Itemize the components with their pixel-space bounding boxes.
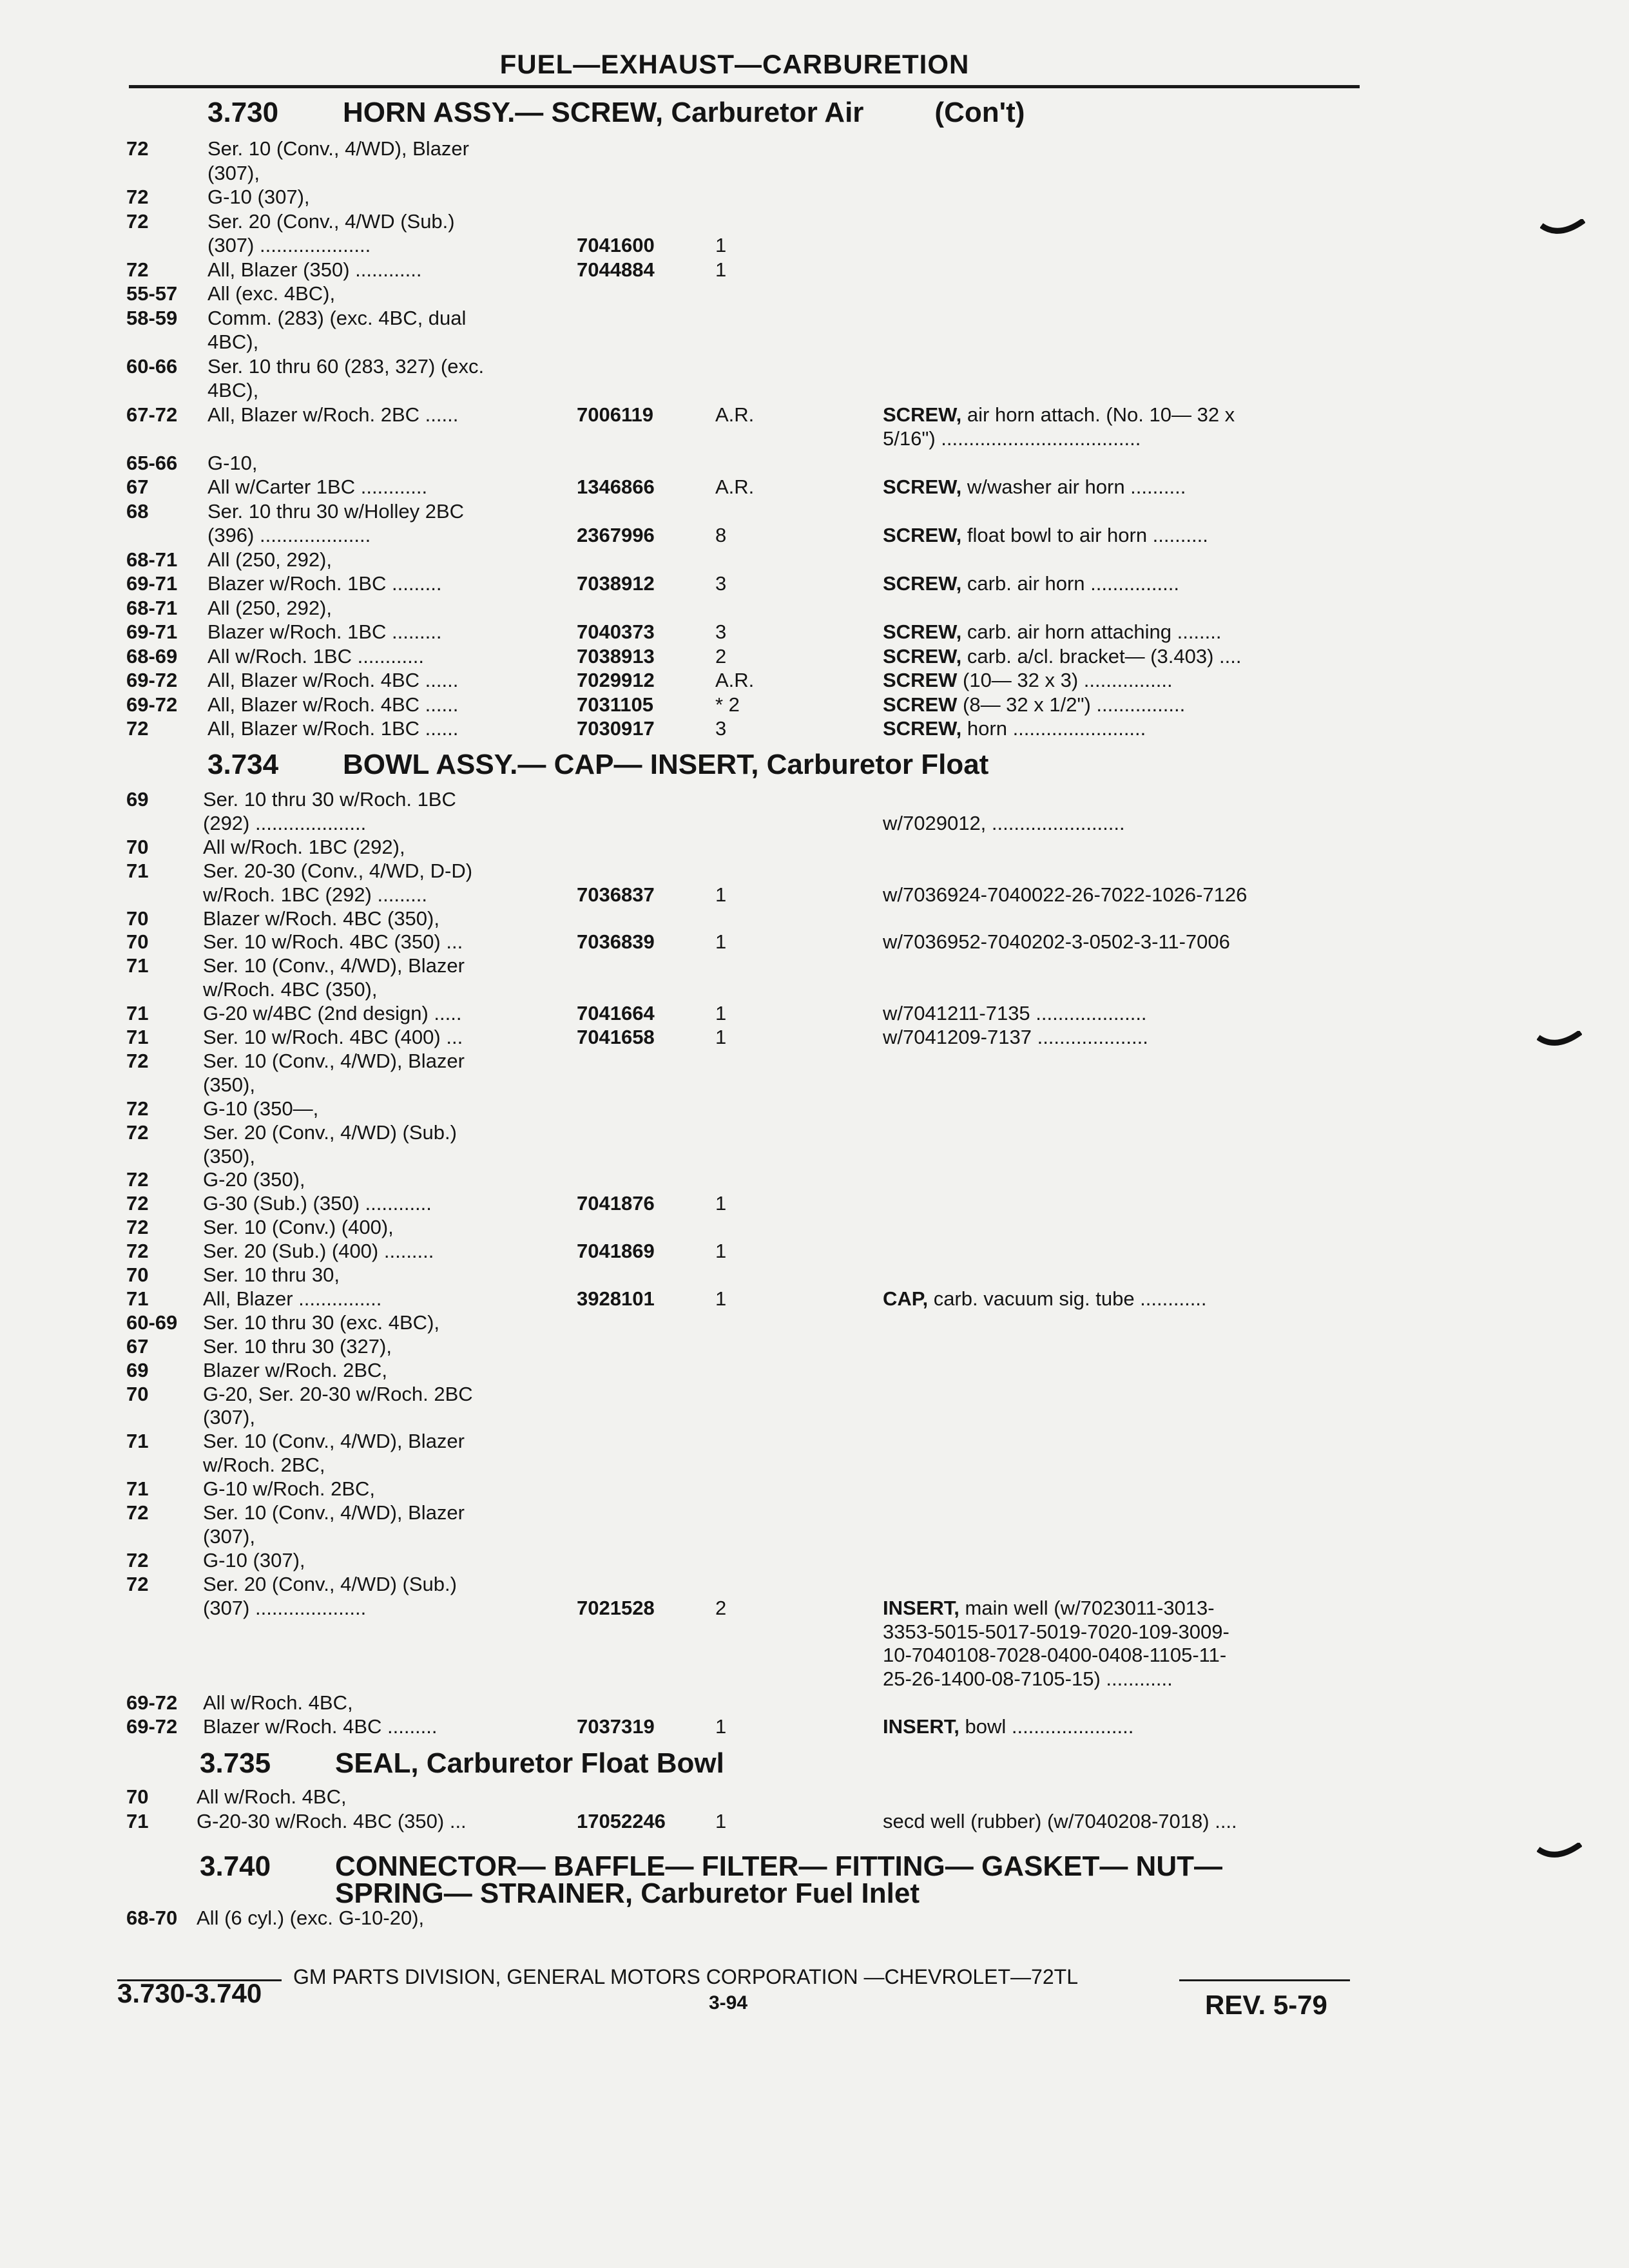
part-description xyxy=(883,668,1173,693)
part-description xyxy=(883,644,1241,669)
application-description: All (6 cyl.) (exc. G-10-20), xyxy=(197,1907,425,1929)
model-year: 70 xyxy=(126,1264,149,1286)
part-description xyxy=(883,1025,1148,1050)
model-year: 72 xyxy=(126,1192,149,1215)
part-number: 7041876 xyxy=(577,1192,655,1215)
model-year: 72 xyxy=(126,209,149,233)
part-number: 2367996 xyxy=(577,524,655,546)
quantity: 1 xyxy=(715,234,727,256)
page-header-title: FUEL—EXHAUST—CARBURETION xyxy=(499,49,970,79)
model-year: 67-72 xyxy=(126,403,178,426)
application-description: Ser. 10 (Conv., 4/WD), Blazer xyxy=(203,1049,465,1072)
part-number: 7038912 xyxy=(577,572,655,595)
part-name: SCREW xyxy=(883,669,958,691)
application-description: w/Roch. 1BC (292) ......... xyxy=(203,883,428,906)
part-detail: (8— 32 x 1/2") ................ xyxy=(957,693,1186,716)
part-description xyxy=(883,716,1146,741)
application-description: Ser. 20 (Conv., 4/WD) (Sub.) xyxy=(203,1572,457,1595)
section-number: 3.735 xyxy=(200,1747,271,1779)
application-description: G-10 (307), xyxy=(207,186,310,208)
part-name: SCREW, xyxy=(883,403,962,426)
footer-revision: REV. 5-79 xyxy=(1205,1990,1327,2020)
quantity: 3 xyxy=(715,572,727,595)
section-continued: (Con't) xyxy=(934,97,1025,128)
model-year: 68 xyxy=(126,499,149,523)
model-year: 70 xyxy=(126,835,149,858)
part-detail: carb. air horn attaching ........ xyxy=(961,620,1222,643)
section-title: SEAL, Carburetor Float Bowl xyxy=(335,1747,724,1779)
section-heading-3734 xyxy=(207,749,988,781)
part-number: 7041600 xyxy=(577,234,655,256)
part-detail: w/washer air horn .......... xyxy=(961,476,1186,498)
application-description: (307), xyxy=(203,1406,255,1429)
application-description: Ser. 20-30 (Conv., 4/WD, D-D) xyxy=(203,859,473,882)
application-description: G-10, xyxy=(207,451,258,474)
application-description: Ser. 20 (Conv., 4/WD (Sub.) xyxy=(207,209,455,233)
part-detail: float bowl to air horn .......... xyxy=(961,524,1208,546)
part-detail: 5/16") .................................... xyxy=(883,427,1141,450)
part-detail: w/7036952-7040202-3-0502-3-11-7006 xyxy=(883,930,1230,954)
part-number: 1346866 xyxy=(577,476,655,498)
part-description xyxy=(883,1620,1229,1644)
application-description: (307), xyxy=(207,161,260,184)
quantity: 3 xyxy=(715,620,727,643)
application-description: Blazer w/Roch. 1BC ......... xyxy=(207,572,442,595)
model-year: 69-72 xyxy=(126,693,178,716)
part-number: 7044884 xyxy=(577,258,655,281)
application-description: Ser. 10 (Conv., 4/WD), Blazer xyxy=(203,1430,465,1453)
part-detail: w/7036924-7040022-26-7022-1026-7126 xyxy=(883,883,1248,906)
part-detail: 25-26-1400-08-7105-15) ............ xyxy=(883,1667,1173,1691)
part-number: 7029912 xyxy=(577,669,655,691)
part-detail: w/7029012, ........................ xyxy=(883,811,1125,834)
model-year: 69-72 xyxy=(126,1715,178,1738)
quantity: 8 xyxy=(715,524,727,546)
part-detail: bowl ...................... xyxy=(959,1715,1134,1738)
section-number: 3.734 xyxy=(207,749,279,780)
quantity: A.R. xyxy=(715,403,755,426)
application-description: Blazer w/Roch. 2BC, xyxy=(203,1358,387,1381)
section-title: HORN ASSY.— SCREW, Carburetor Air xyxy=(343,97,864,128)
application-description: All w/Roch. 4BC, xyxy=(203,1691,353,1715)
part-detail: carb. air horn ................ xyxy=(961,572,1179,595)
model-year: 72 xyxy=(126,1097,149,1120)
application-description: Blazer w/Roch. 1BC ......... xyxy=(207,620,442,643)
model-year: 72 xyxy=(126,1240,149,1263)
model-year: 70 xyxy=(126,1785,149,1808)
part-number: 7041658 xyxy=(577,1026,655,1048)
application-description: (307) .................... xyxy=(203,1596,367,1619)
part-name: INSERT, xyxy=(883,1715,959,1738)
model-year: 70 xyxy=(126,1382,149,1405)
part-number: 7036839 xyxy=(577,930,655,954)
part-name: SCREW, xyxy=(883,644,962,668)
application-description: Ser. 10 thru 30 (exc. 4BC), xyxy=(203,1311,440,1334)
section-title-continued: SPRING— STRAINER, Carburetor Fuel Inlet xyxy=(335,1878,920,1909)
quantity: 1 xyxy=(715,1192,727,1215)
application-description: All (250, 292), xyxy=(207,548,332,571)
part-description xyxy=(883,572,1179,596)
part-name: SCREW, xyxy=(883,476,962,498)
application-description: (350), xyxy=(203,1073,255,1096)
application-description: (307) .................... xyxy=(207,234,371,256)
quantity: 1 xyxy=(715,1240,727,1263)
footer-section-range: 3.730-3.740 xyxy=(117,1978,262,2008)
application-description: 4BC), xyxy=(207,379,259,401)
quantity: 2 xyxy=(715,1596,727,1619)
part-detail: main well (w/7023011-3013- xyxy=(959,1596,1215,1619)
model-year: 70 xyxy=(126,930,149,954)
quantity: A.R. xyxy=(715,476,755,498)
footer-division: GM PARTS DIVISION, GENERAL MOTORS CORPORATION —CHEVROLET—72TL xyxy=(293,1965,1078,1988)
quantity: 1 xyxy=(715,1002,727,1025)
application-description: (396) .................... xyxy=(207,524,371,546)
part-description xyxy=(883,930,1230,954)
part-description xyxy=(883,523,1208,548)
part-description xyxy=(883,475,1186,499)
model-year: 69-71 xyxy=(126,620,178,643)
application-description: (307), xyxy=(203,1524,255,1548)
model-year: 72 xyxy=(126,1216,149,1239)
model-year: 68-71 xyxy=(126,596,178,619)
part-detail: air horn attach. (No. 10— 32 x xyxy=(961,403,1235,426)
application-description: All, Blazer w/Roch. 1BC ...... xyxy=(207,717,459,740)
part-description xyxy=(883,403,1235,427)
footer-page-number: 3-94 xyxy=(709,1992,748,2013)
part-description xyxy=(883,1596,1215,1620)
section-number: 3.730 xyxy=(207,97,279,128)
model-year: 60-69 xyxy=(126,1311,178,1334)
part-detail: w/7041209-7137 .................... xyxy=(883,1026,1148,1048)
part-description xyxy=(883,811,1125,836)
part-name: SCREW, xyxy=(883,717,962,740)
model-year: 69-72 xyxy=(126,1691,178,1715)
model-year: 72 xyxy=(126,1572,149,1595)
model-year: 72 xyxy=(126,1120,149,1144)
model-year: 67 xyxy=(126,1334,149,1358)
part-detail: (10— 32 x 3) ................ xyxy=(957,669,1173,691)
model-year: 71 xyxy=(126,1430,149,1453)
application-description: All w/Carter 1BC ............ xyxy=(207,476,428,498)
model-year: 72 xyxy=(126,1049,149,1072)
model-year: 72 xyxy=(126,1168,149,1191)
model-year: 72 xyxy=(126,717,149,740)
quantity: 3 xyxy=(715,717,727,740)
quantity: 1 xyxy=(715,930,727,954)
part-detail: secd well (rubber) (w/7040208-7018) .... xyxy=(883,1810,1237,1832)
part-name: SCREW xyxy=(883,693,958,716)
application-description: All, Blazer ............... xyxy=(203,1287,382,1310)
application-description: Ser. 10 (Conv.) (400), xyxy=(203,1216,394,1239)
application-description: Ser. 10 w/Roch. 4BC (400) ... xyxy=(203,1026,463,1048)
quantity: A.R. xyxy=(715,669,755,691)
section-heading-3735 xyxy=(200,1747,724,1780)
quantity: 1 xyxy=(715,258,727,281)
application-description: Ser. 10 thru 30 w/Holley 2BC xyxy=(207,499,465,523)
quantity: 1 xyxy=(715,1287,727,1310)
application-description: Ser. 10 (Conv., 4/WD), Blazer xyxy=(203,954,465,977)
part-description xyxy=(883,1001,1147,1026)
application-description: All, Blazer w/Roch. 4BC ...... xyxy=(207,669,459,691)
section-heading-3730 xyxy=(207,97,1025,129)
part-description xyxy=(883,620,1222,644)
part-name: SCREW, xyxy=(883,620,962,643)
application-description: Ser. 10 thru 30 (327), xyxy=(203,1334,392,1358)
section-heading-3740-line2 xyxy=(335,1878,920,1910)
model-year: 68-70 xyxy=(126,1907,178,1929)
model-year: 71 xyxy=(126,859,149,882)
application-description: All (exc. 4BC), xyxy=(207,282,336,305)
part-number: 7031105 xyxy=(577,693,653,716)
part-number: 7006119 xyxy=(577,403,653,426)
application-description: G-10 (307), xyxy=(203,1548,305,1571)
application-description: Ser. 10 (Conv., 4/WD), Blazer xyxy=(207,137,469,160)
application-description: All w/Roch. 1BC (292), xyxy=(203,835,405,858)
application-description: All w/Roch. 4BC, xyxy=(197,1785,347,1808)
header-rule xyxy=(129,85,1360,88)
model-year: 71 xyxy=(126,954,149,977)
model-year: 69-71 xyxy=(126,572,178,595)
section-title: CONNECTOR— BAFFLE— FILTER— FITTING— GASKET— NUT— xyxy=(335,1850,1222,1882)
application-description: Ser. 10 (Conv., 4/WD), Blazer xyxy=(203,1501,465,1524)
application-description: G-20 w/4BC (2nd design) ..... xyxy=(203,1002,462,1025)
part-number: 7037319 xyxy=(577,1715,655,1738)
model-year: 67 xyxy=(126,476,149,498)
model-year: 71 xyxy=(126,1026,149,1048)
application-description: w/Roch. 4BC (350), xyxy=(203,978,378,1001)
model-year: 65-66 xyxy=(126,451,178,474)
model-year: 69 xyxy=(126,788,149,811)
model-year: 72 xyxy=(126,186,149,208)
application-description: G-20, Ser. 20-30 w/Roch. 2BC xyxy=(203,1382,473,1405)
application-description: Ser. 20 (Conv., 4/WD) (Sub.) xyxy=(203,1120,457,1144)
part-detail: carb. a/cl. bracket— (3.403) .... xyxy=(961,644,1242,668)
part-detail: w/7041211-7135 .................... xyxy=(883,1002,1147,1025)
model-year: 68-71 xyxy=(126,548,178,571)
part-description xyxy=(883,1287,1207,1311)
section-number: 3.740 xyxy=(200,1850,271,1882)
binder-ring-mark xyxy=(1540,219,1585,242)
application-description: All w/Roch. 1BC ............ xyxy=(207,644,424,668)
part-number: 3928101 xyxy=(577,1287,655,1310)
part-number: 7040373 xyxy=(577,620,655,643)
part-detail: horn ........................ xyxy=(961,717,1146,740)
application-description: Ser. 20 (Sub.) (400) ......... xyxy=(203,1240,434,1263)
part-description xyxy=(883,883,1247,907)
binder-ring-mark xyxy=(1537,1843,1582,1866)
model-year: 72 xyxy=(126,258,149,281)
application-description: All (250, 292), xyxy=(207,596,332,619)
quantity: 1 xyxy=(715,883,727,906)
application-description: (292) .................... xyxy=(203,811,367,834)
model-year: 71 xyxy=(126,1287,149,1310)
application-description: G-20 (350), xyxy=(203,1168,305,1191)
model-year: 58-59 xyxy=(126,306,178,329)
quantity: 2 xyxy=(715,644,727,668)
footer-rule-right xyxy=(1179,1979,1350,1981)
application-description: Ser. 10 thru 30, xyxy=(203,1264,340,1286)
application-description: Blazer w/Roch. 4BC (350), xyxy=(203,907,439,930)
part-number: 7036837 xyxy=(577,883,655,906)
model-year: 71 xyxy=(126,1477,149,1501)
quantity: 1 xyxy=(715,1810,727,1832)
model-year: 69-72 xyxy=(126,669,178,691)
application-description: Ser. 10 w/Roch. 4BC (350) ... xyxy=(203,930,463,954)
part-detail: 3353-5015-5017-5019-7020-109-3009- xyxy=(883,1620,1229,1643)
application-description: G-10 (350—, xyxy=(203,1097,319,1120)
part-description xyxy=(883,1809,1237,1834)
model-year: 70 xyxy=(126,907,149,930)
part-number: 7041664 xyxy=(577,1002,655,1025)
model-year: 68-69 xyxy=(126,644,178,668)
application-description: G-10 w/Roch. 2BC, xyxy=(203,1477,376,1501)
part-description xyxy=(883,1667,1173,1691)
model-year: 69 xyxy=(126,1358,149,1381)
binder-ring-mark xyxy=(1537,1031,1582,1054)
part-name: CAP, xyxy=(883,1287,929,1310)
application-description: Ser. 10 thru 30 w/Roch. 1BC xyxy=(203,788,456,811)
part-description xyxy=(883,693,1185,717)
model-year: 72 xyxy=(126,137,149,160)
application-description: Blazer w/Roch. 4BC ......... xyxy=(203,1715,438,1738)
application-description: All, Blazer (350) ............ xyxy=(207,258,422,281)
model-year: 55-57 xyxy=(126,282,178,305)
model-year: 72 xyxy=(126,1548,149,1571)
part-number: 17052246 xyxy=(577,1810,666,1832)
application-description: w/Roch. 2BC, xyxy=(203,1454,325,1477)
model-year: 71 xyxy=(126,1002,149,1025)
part-number: 7021528 xyxy=(577,1596,655,1619)
part-description xyxy=(883,1715,1133,1739)
part-number: 7041869 xyxy=(577,1240,655,1263)
model-year: 71 xyxy=(126,1810,149,1832)
part-name: SCREW, xyxy=(883,572,962,595)
part-name: SCREW, xyxy=(883,524,962,546)
part-detail: carb. vacuum sig. tube ............ xyxy=(928,1287,1207,1310)
model-year: 60-66 xyxy=(126,354,178,378)
quantity: 1 xyxy=(715,1715,727,1738)
application-description: G-30 (Sub.) (350) ............ xyxy=(203,1192,432,1215)
application-description: All, Blazer w/Roch. 2BC ...... xyxy=(207,403,459,426)
application-description: Ser. 10 thru 60 (283, 327) (exc. xyxy=(207,354,485,378)
application-description: All, Blazer w/Roch. 4BC ...... xyxy=(207,693,459,716)
quantity: * 2 xyxy=(715,693,740,716)
part-detail: 10-7040108-7028-0400-0408-1105-11- xyxy=(883,1644,1227,1667)
part-description xyxy=(883,427,1141,451)
section-title: BOWL ASSY.— CAP— INSERT, Carburetor Float xyxy=(343,749,989,780)
model-year: 72 xyxy=(126,1501,149,1524)
part-number: 7030917 xyxy=(577,717,655,740)
application-description: G-20-30 w/Roch. 4BC (350) ... xyxy=(197,1810,467,1832)
application-description: Comm. (283) (exc. 4BC, dual xyxy=(207,306,467,329)
application-description: 4BC), xyxy=(207,331,259,353)
application-description: (350), xyxy=(203,1144,255,1168)
part-number: 7038913 xyxy=(577,644,655,668)
part-name: INSERT, xyxy=(883,1596,959,1619)
part-description xyxy=(883,1643,1226,1667)
quantity: 1 xyxy=(715,1026,727,1048)
